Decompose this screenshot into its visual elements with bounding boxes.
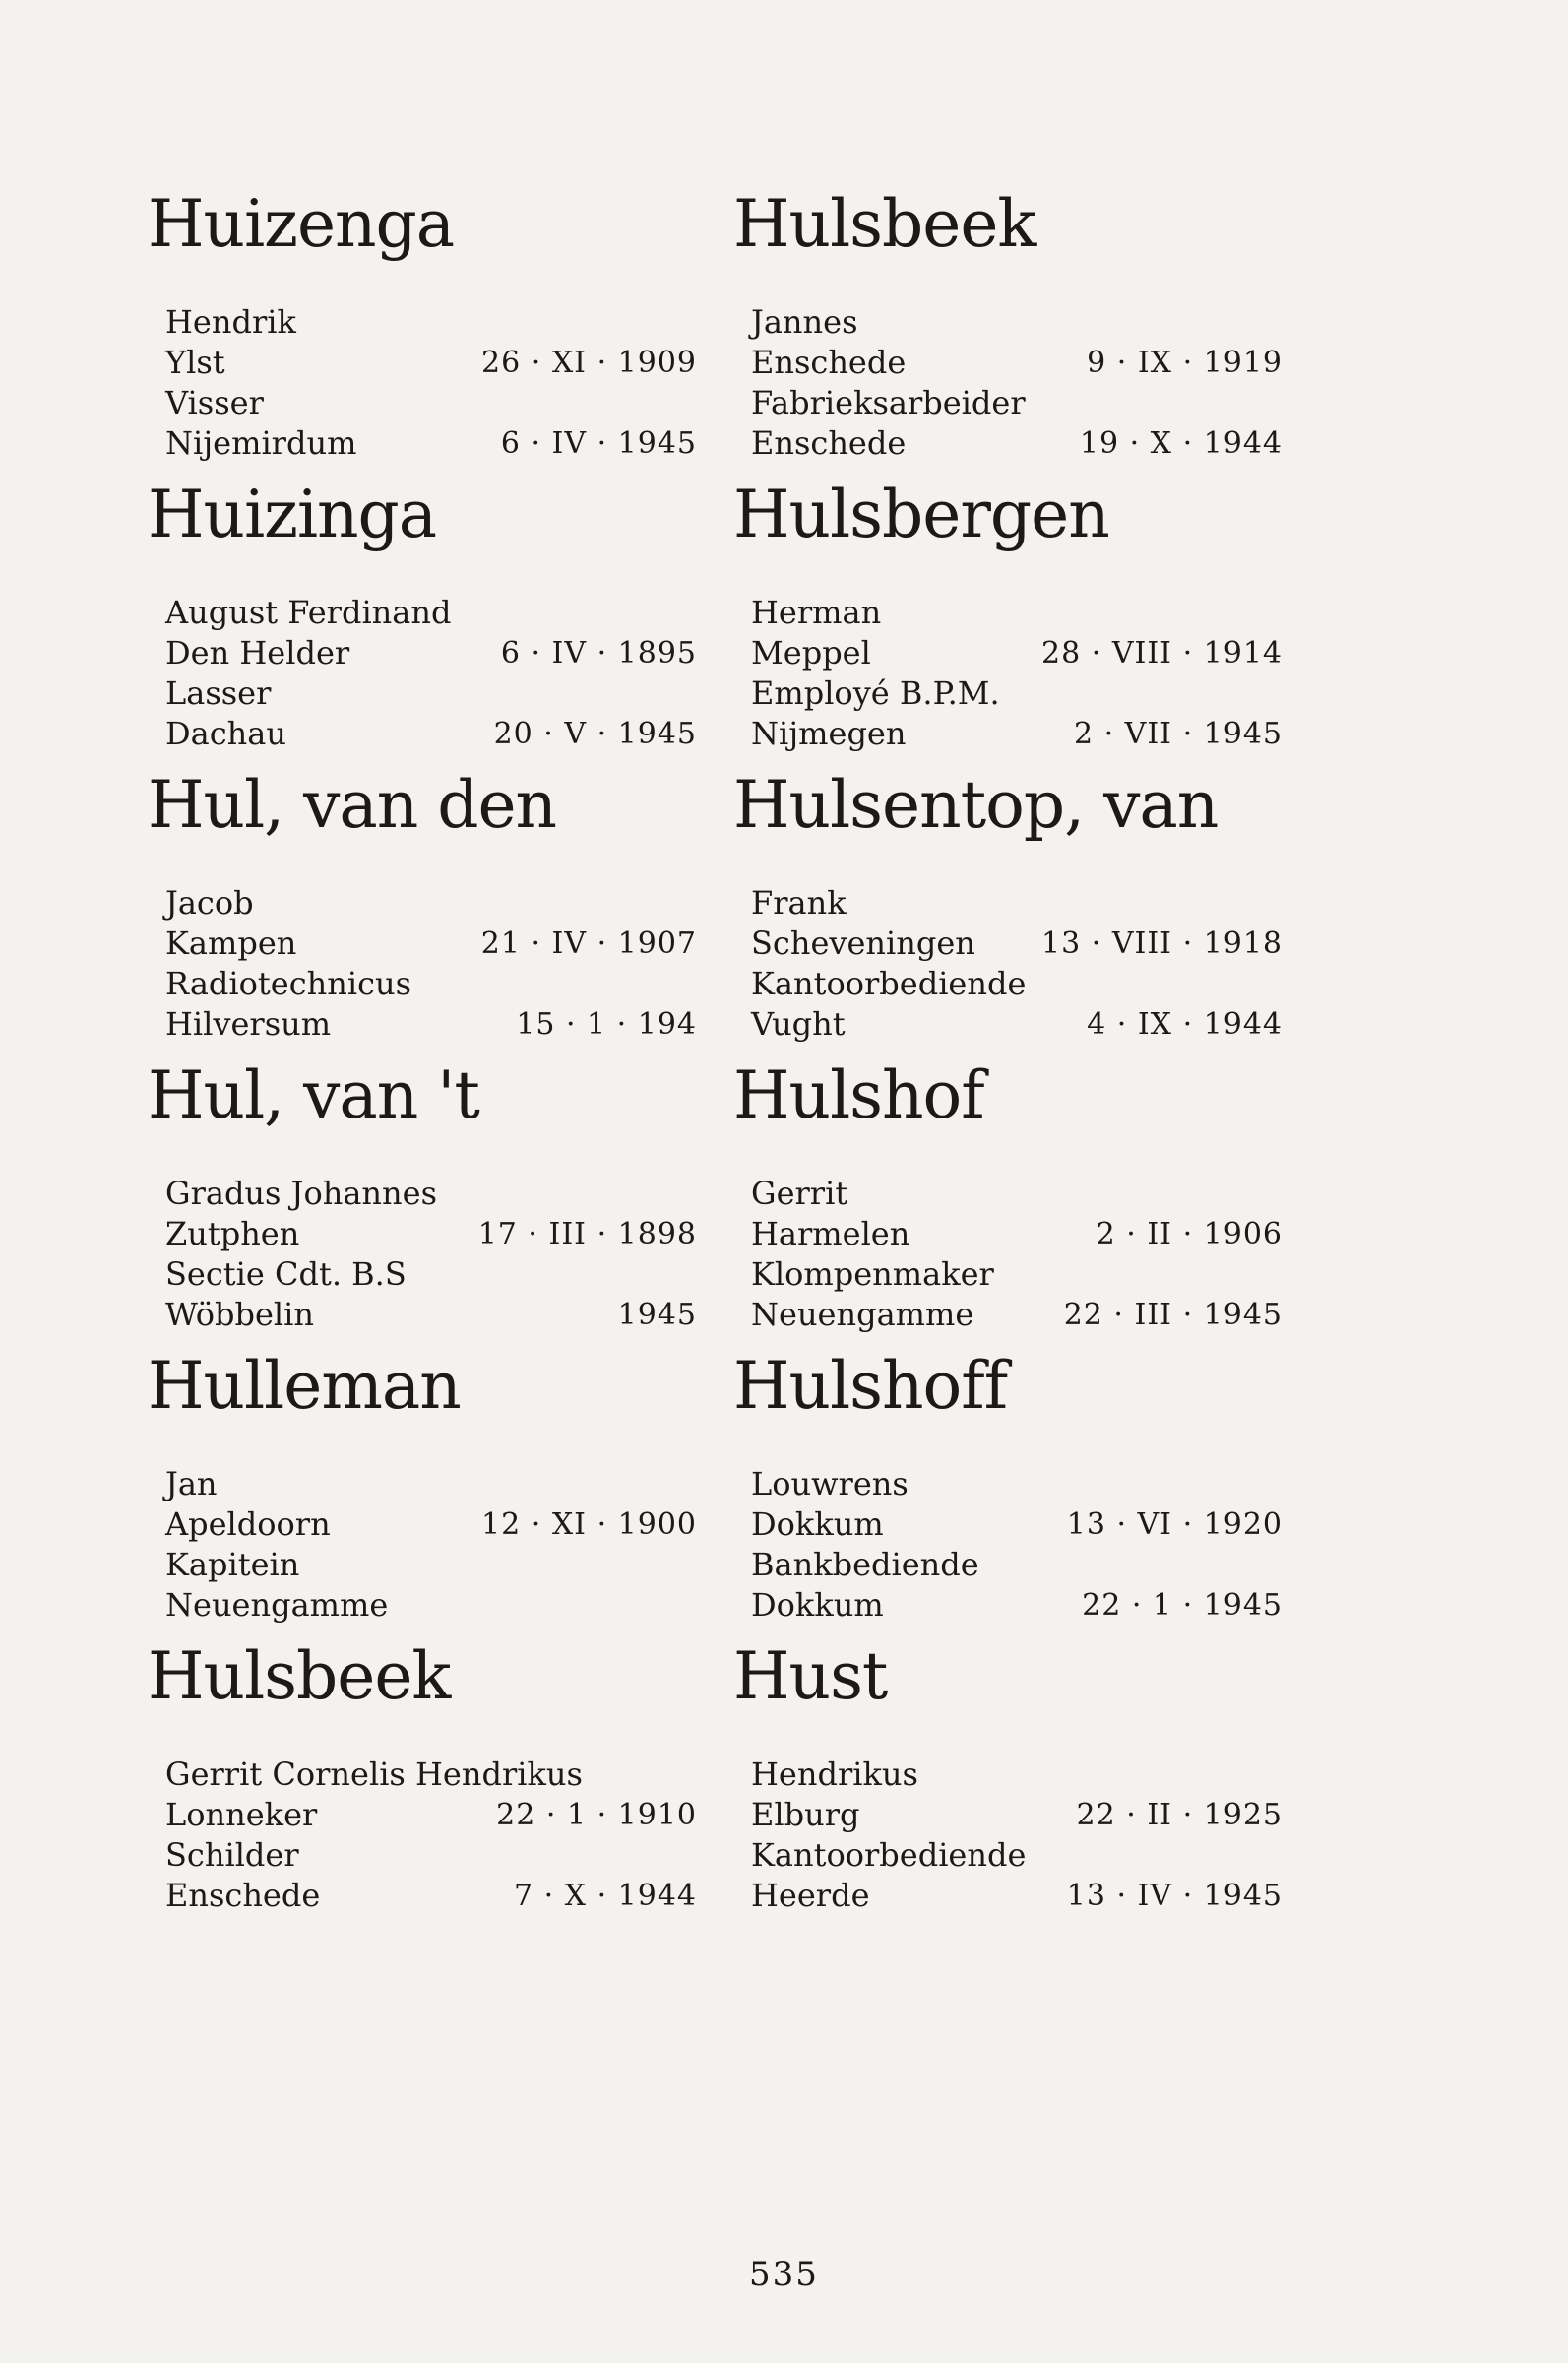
surname: Hulleman bbox=[148, 1348, 461, 1424]
death-date: 15 · 1 · 194 bbox=[516, 1007, 697, 1042]
given-name: Gerrit Cornelis Hendrikus bbox=[165, 1756, 583, 1793]
occupation-row bbox=[165, 1545, 697, 1585]
entry bbox=[733, 767, 1285, 1063]
birth-date: 28 · VIII · 1914 bbox=[1041, 636, 1283, 671]
death-place: Enschede bbox=[751, 424, 907, 462]
occupation-row bbox=[751, 1254, 1283, 1295]
occupation-row bbox=[751, 1545, 1283, 1585]
occupation-row bbox=[751, 1835, 1283, 1876]
death-row bbox=[165, 423, 697, 464]
given-name: Frank bbox=[751, 884, 847, 922]
birth-date: 13 · VI · 1920 bbox=[1066, 1507, 1283, 1542]
death-place: Nijemirdum bbox=[165, 424, 357, 462]
surname: Hulshof bbox=[733, 1057, 984, 1133]
death-place: Vught bbox=[751, 1005, 846, 1043]
birth-date: 22 · II · 1925 bbox=[1076, 1798, 1283, 1832]
death-row bbox=[751, 1295, 1283, 1335]
entry-details bbox=[751, 593, 1283, 754]
surname: Hulsbeek bbox=[148, 1638, 451, 1714]
death-place: Nijmegen bbox=[751, 715, 907, 752]
given-name: Jannes bbox=[751, 303, 858, 341]
death-place: Enschede bbox=[165, 1877, 321, 1914]
surname: Huizinga bbox=[148, 477, 437, 552]
birth-row bbox=[165, 1795, 697, 1835]
birth-date: 2 · II · 1906 bbox=[1096, 1217, 1283, 1251]
surname: Huizenga bbox=[148, 186, 455, 262]
death-row bbox=[751, 1876, 1283, 1916]
birth-place: Harmelen bbox=[751, 1215, 910, 1252]
birth-date: 17 · III · 1898 bbox=[477, 1217, 697, 1251]
surname: Hulsbergen bbox=[733, 477, 1109, 552]
birth-place: Dokkum bbox=[751, 1505, 884, 1543]
given-name-row bbox=[751, 593, 1283, 633]
birth-place: Enschede bbox=[751, 344, 907, 381]
birth-place: Scheveningen bbox=[751, 925, 975, 962]
entry-details bbox=[751, 883, 1283, 1045]
occupation-row bbox=[165, 673, 697, 714]
birth-place: Kampen bbox=[165, 925, 297, 962]
death-row bbox=[751, 714, 1283, 754]
occupation-row bbox=[165, 964, 697, 1004]
entry-details bbox=[165, 1464, 697, 1626]
given-name: Jacob bbox=[165, 884, 254, 922]
birth-row bbox=[751, 343, 1283, 383]
surname: Hulsentop, van bbox=[733, 767, 1219, 843]
given-name: August Ferdinand bbox=[165, 594, 452, 631]
given-name-row bbox=[751, 1464, 1283, 1504]
birth-row bbox=[165, 1504, 697, 1545]
given-name-row bbox=[165, 593, 697, 633]
birth-row bbox=[165, 1214, 697, 1254]
death-date: 2 · VII · 1945 bbox=[1073, 717, 1283, 751]
entry bbox=[148, 767, 699, 1063]
entry bbox=[733, 186, 1285, 482]
birth-row bbox=[165, 343, 697, 383]
birth-place: Elburg bbox=[751, 1796, 860, 1833]
birth-place: Den Helder bbox=[165, 634, 350, 671]
given-name: Hendrikus bbox=[751, 1756, 918, 1793]
surname: Hust bbox=[733, 1638, 888, 1714]
death-place: Neuengamme bbox=[751, 1296, 974, 1333]
death-row bbox=[165, 714, 697, 754]
birth-date: 13 · VIII · 1918 bbox=[1041, 926, 1283, 961]
occupation: Klompenmaker bbox=[751, 1255, 994, 1293]
occupation: Kapitein bbox=[165, 1546, 300, 1583]
occupation: Kantoorbediende bbox=[751, 1836, 1027, 1874]
given-name-row bbox=[165, 1464, 697, 1504]
birth-date: 9 · IX · 1919 bbox=[1087, 346, 1283, 380]
given-name: Herman bbox=[751, 594, 882, 631]
given-name-row bbox=[751, 883, 1283, 924]
surname: Hulshoff bbox=[733, 1348, 1008, 1424]
birth-date: 12 · XI · 1900 bbox=[481, 1507, 697, 1542]
entry-details bbox=[165, 1174, 697, 1335]
occupation-row bbox=[165, 1254, 697, 1295]
death-row bbox=[165, 1585, 697, 1626]
death-row bbox=[751, 1585, 1283, 1626]
occupation-row bbox=[751, 964, 1283, 1004]
occupation: Bankbediende bbox=[751, 1546, 979, 1583]
birth-row bbox=[165, 633, 697, 673]
death-row bbox=[751, 423, 1283, 464]
death-date: 6 · IV · 1945 bbox=[500, 426, 697, 461]
entry bbox=[733, 1638, 1285, 1935]
given-name: Jan bbox=[165, 1465, 218, 1502]
entry-details bbox=[165, 1755, 697, 1916]
birth-row bbox=[165, 924, 697, 964]
given-name-row bbox=[165, 1755, 697, 1795]
occupation-row bbox=[165, 1835, 697, 1876]
entry bbox=[733, 1348, 1285, 1644]
occupation-row bbox=[165, 383, 697, 423]
birth-date: 26 · XI · 1909 bbox=[481, 346, 697, 380]
birth-date: 22 · 1 · 1910 bbox=[496, 1798, 697, 1832]
death-place: Hilversum bbox=[165, 1005, 332, 1043]
occupation: Visser bbox=[165, 384, 264, 421]
occupation: Kantoorbediende bbox=[751, 965, 1027, 1002]
occupation: Sectie Cdt. B.S bbox=[165, 1255, 407, 1293]
birth-place: Lonneker bbox=[165, 1796, 318, 1833]
birth-row bbox=[751, 633, 1283, 673]
page-number: 535 bbox=[749, 2255, 819, 2294]
birth-place: Ylst bbox=[165, 344, 225, 381]
given-name-row bbox=[165, 883, 697, 924]
given-name-row bbox=[165, 1174, 697, 1214]
occupation-row bbox=[751, 673, 1283, 714]
occupation: Fabrieksarbeider bbox=[751, 384, 1026, 421]
birth-place: Meppel bbox=[751, 634, 871, 671]
death-date: 7 · X · 1944 bbox=[513, 1879, 697, 1913]
death-place: Neuengamme bbox=[165, 1586, 389, 1624]
death-row bbox=[165, 1876, 697, 1916]
death-date: 20 · V · 1945 bbox=[493, 717, 697, 751]
given-name-row bbox=[751, 302, 1283, 343]
birth-row bbox=[751, 1504, 1283, 1545]
occupation-row bbox=[751, 383, 1283, 423]
birth-place: Apeldoorn bbox=[165, 1505, 331, 1543]
entry-details bbox=[751, 302, 1283, 464]
birth-row bbox=[751, 1795, 1283, 1835]
given-name: Louwrens bbox=[751, 1465, 909, 1502]
given-name-row bbox=[751, 1755, 1283, 1795]
birth-date: 21 · IV · 1907 bbox=[480, 926, 697, 961]
occupation: Lasser bbox=[165, 674, 272, 712]
entry bbox=[148, 1057, 699, 1354]
death-row bbox=[165, 1295, 697, 1335]
entry-details bbox=[165, 883, 697, 1045]
entry-details bbox=[165, 302, 697, 464]
death-date: 19 · X · 1944 bbox=[1079, 426, 1283, 461]
occupation: Radiotechnicus bbox=[165, 965, 412, 1002]
death-place: Heerde bbox=[751, 1877, 870, 1914]
entry-details bbox=[751, 1174, 1283, 1335]
surname: Hul, van den bbox=[148, 767, 557, 843]
entry bbox=[733, 1057, 1285, 1354]
surname: Hul, van 't bbox=[148, 1057, 479, 1133]
entry-details bbox=[165, 593, 697, 754]
death-place: Dachau bbox=[165, 715, 286, 752]
birth-row bbox=[751, 1214, 1283, 1254]
death-place: Dokkum bbox=[751, 1586, 884, 1624]
given-name: Hendrik bbox=[165, 303, 296, 341]
given-name-row bbox=[165, 302, 697, 343]
death-place: Wöbbelin bbox=[165, 1296, 314, 1333]
given-name: Gerrit bbox=[751, 1175, 848, 1212]
left-column bbox=[148, 186, 699, 1935]
entry bbox=[733, 477, 1285, 773]
birth-date: 6 · IV · 1895 bbox=[500, 636, 697, 671]
death-date: 13 · IV · 1945 bbox=[1066, 1879, 1283, 1913]
entry bbox=[148, 477, 699, 773]
entry bbox=[148, 186, 699, 482]
death-date: 22 · III · 1945 bbox=[1063, 1298, 1283, 1332]
death-row bbox=[751, 1004, 1283, 1045]
birth-row bbox=[751, 924, 1283, 964]
surname: Hulsbeek bbox=[733, 186, 1036, 262]
occupation: Employé B.P.M. bbox=[751, 674, 1000, 712]
given-name: Gradus Johannes bbox=[165, 1175, 437, 1212]
entry bbox=[148, 1638, 699, 1935]
entry-details bbox=[751, 1755, 1283, 1916]
entry-details bbox=[751, 1464, 1283, 1626]
death-date: 4 · IX · 1944 bbox=[1087, 1007, 1283, 1042]
entry bbox=[148, 1348, 699, 1644]
death-row bbox=[165, 1004, 697, 1045]
birth-place: Zutphen bbox=[165, 1215, 300, 1252]
death-date: 22 · 1 · 1945 bbox=[1082, 1588, 1283, 1623]
right-column bbox=[733, 186, 1285, 1935]
occupation: Schilder bbox=[165, 1836, 299, 1874]
given-name-row bbox=[751, 1174, 1283, 1214]
death-date: 1945 bbox=[617, 1298, 697, 1332]
